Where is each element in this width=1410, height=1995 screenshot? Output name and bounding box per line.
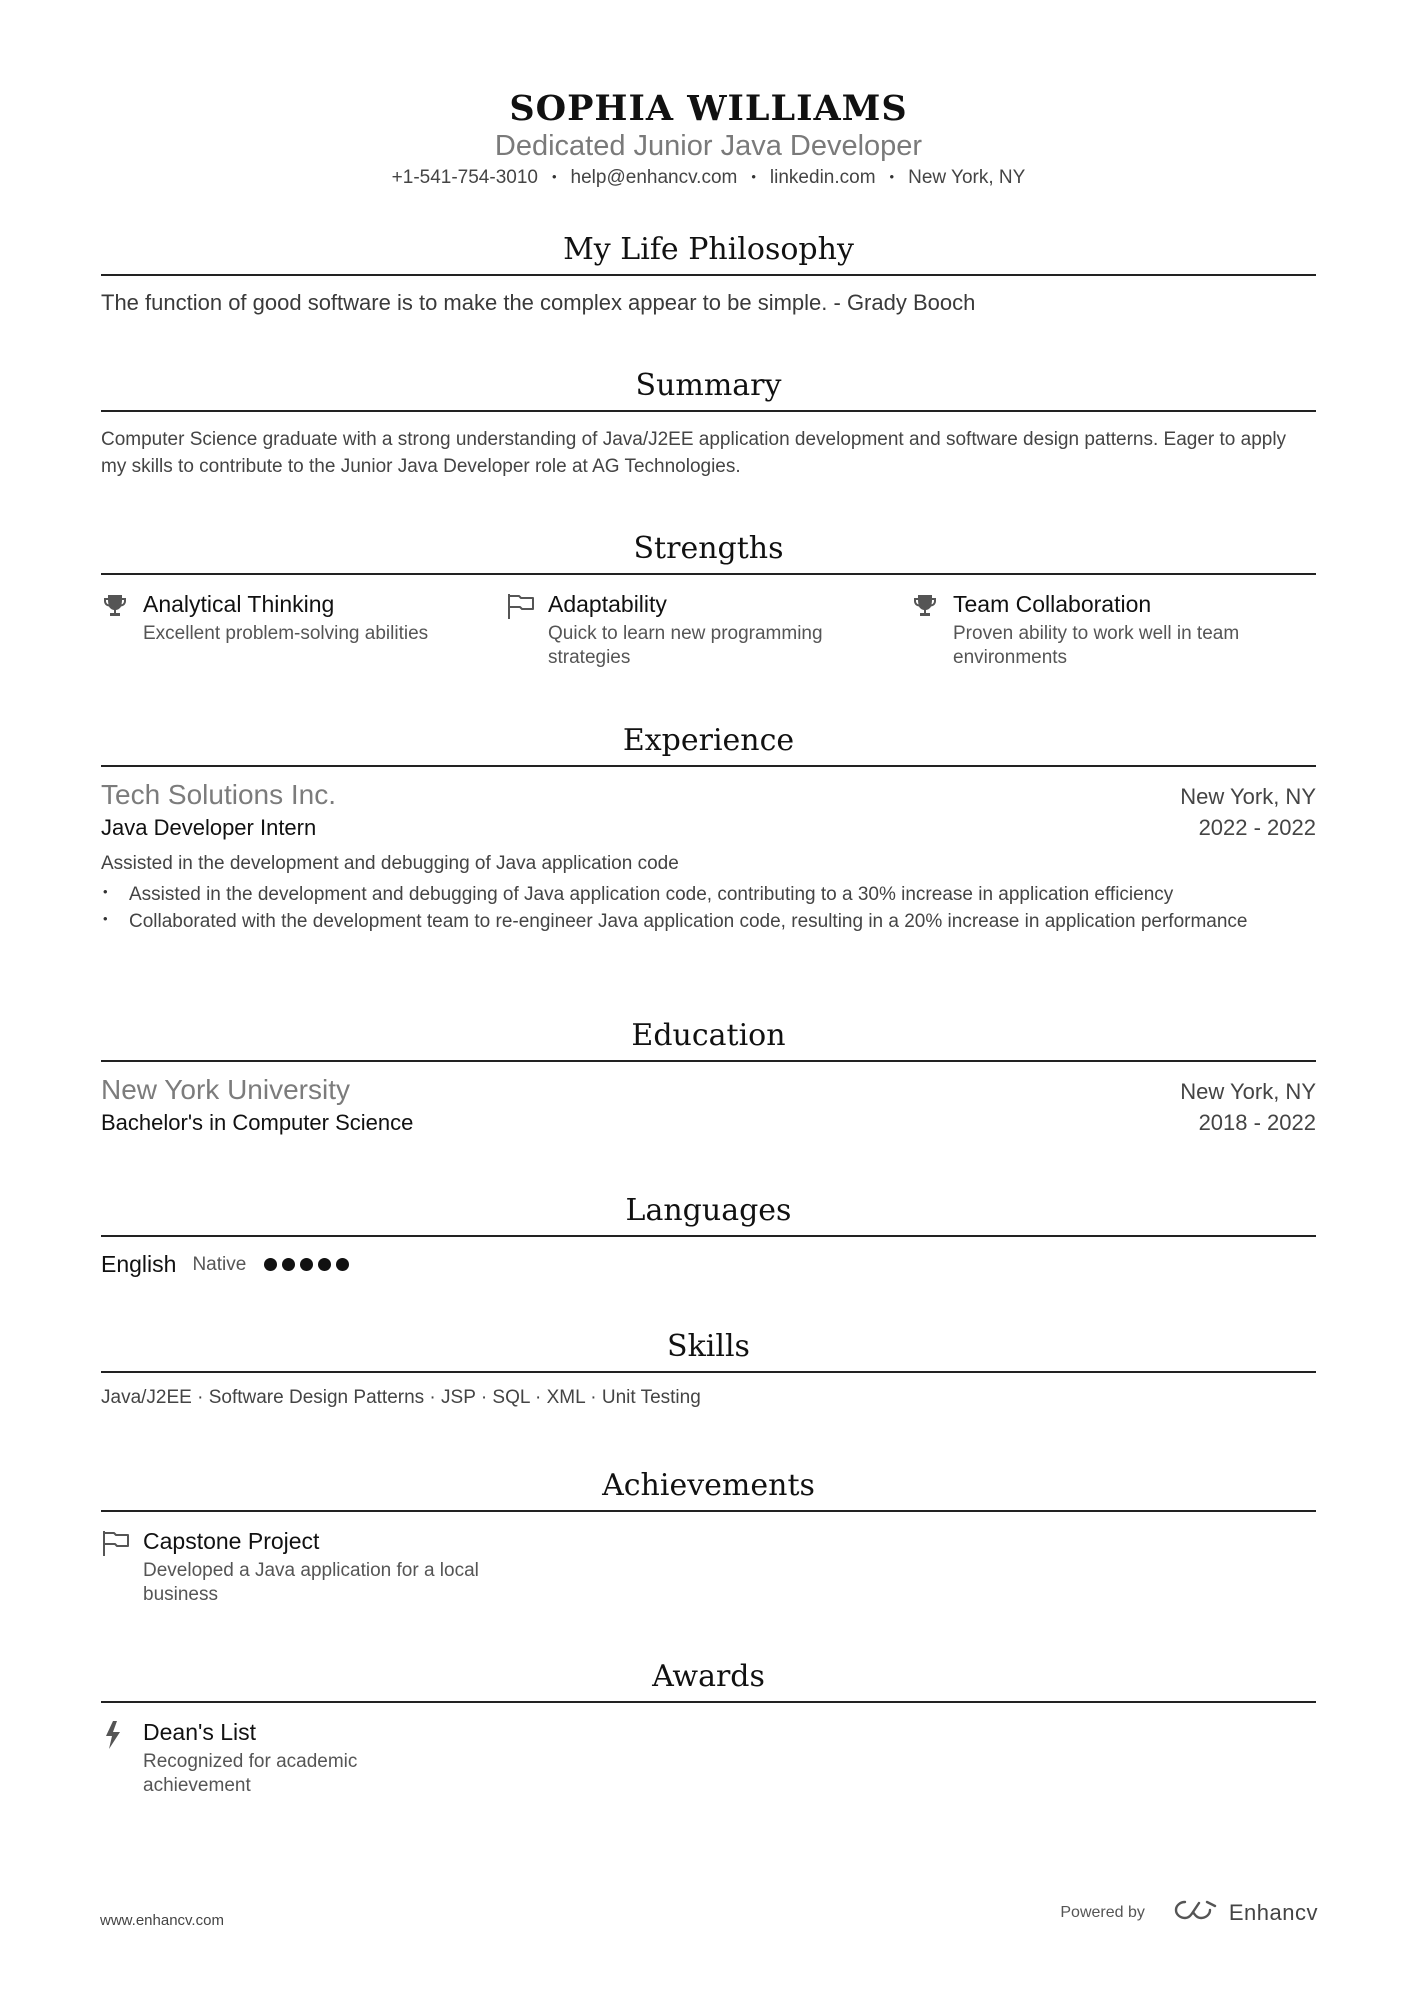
phone[interactable]: +1-541-754-3010 (391, 167, 538, 188)
lightning-icon (101, 1717, 143, 1798)
contact-separator: • (551, 169, 557, 184)
website-link[interactable]: linkedin.com (769, 167, 876, 188)
rating-dot-filled (282, 1258, 295, 1271)
section-title: Experience (622, 723, 795, 758)
education-entry (101, 1074, 1316, 1136)
section-awards (101, 1655, 1316, 1798)
candidate-name: SOPHIA WILLIAMS (509, 88, 908, 129)
rating-dot-filled (318, 1258, 331, 1271)
contact-line (101, 167, 1316, 189)
trophy-icon (101, 589, 143, 670)
section-title: Education (631, 1018, 786, 1053)
language-rating (264, 1258, 354, 1271)
section-title: Summary (635, 368, 782, 403)
strength-title: Team Collaboration (953, 591, 1152, 617)
award-description: Recognized for academic achievement (143, 1751, 358, 1796)
language-level: Native (192, 1253, 247, 1275)
section-skills (101, 1325, 1316, 1409)
school-location: New York, NY (1180, 1079, 1316, 1104)
section-divider (101, 1701, 1316, 1703)
language-name: English (101, 1251, 177, 1277)
footer-branding (1060, 1898, 1318, 1927)
brand-name: Enhancv (1228, 1899, 1318, 1925)
section-divider (101, 1060, 1316, 1062)
award-title: Dean's List (143, 1719, 257, 1745)
job-bullets (101, 881, 1316, 935)
achievement-title: Capstone Project (143, 1528, 320, 1554)
degree: Bachelor's in Computer Science (101, 1110, 414, 1135)
contact-separator: • (751, 169, 756, 184)
section-experience (101, 719, 1316, 935)
section-title: Strengths (633, 531, 784, 566)
achievement-description: Developed a Java application for a local business (143, 1560, 479, 1605)
section-title: Languages (625, 1193, 792, 1228)
rating-dot-filled (264, 1258, 277, 1271)
footer-website[interactable]: www.enhancv.com (100, 1912, 224, 1929)
section-divider (101, 1371, 1316, 1373)
contact-separator: • (889, 169, 895, 184)
section-education (101, 1014, 1316, 1136)
job-location: New York, NY (1180, 784, 1316, 809)
company-name: Tech Solutions Inc. (101, 779, 337, 810)
philosophy-quote: The function of good software is to make the complex appear to be simple. - Grady Booch (101, 290, 976, 315)
achievement-item (101, 1526, 506, 1607)
education-dates: 2018 - 2022 (1198, 1110, 1316, 1135)
strength-description: Quick to learn new programming strategies (548, 623, 823, 668)
location: New York, NY (908, 167, 1026, 188)
strengths-list (101, 589, 1316, 670)
section-divider (101, 765, 1316, 767)
section-strengths (101, 527, 1316, 670)
candidate-headline: Dedicated Junior Java Developer (494, 130, 923, 162)
strength-description: Proven ability to work well in team environments (953, 623, 1240, 668)
section-divider (101, 573, 1316, 575)
strength-description: Excellent problem-solving abilities (143, 623, 429, 644)
language-item (101, 1251, 1316, 1278)
section-divider (101, 1235, 1316, 1237)
trophy-icon (911, 589, 953, 670)
flag-icon (506, 589, 548, 670)
section-divider (101, 274, 1316, 276)
experience-entry (101, 779, 1316, 935)
skills-list: Java/J2EE · Software Design Patterns · JSP · SQL · XML · Unit Testing (101, 1387, 701, 1408)
enhancv-logo-icon (1171, 1898, 1219, 1927)
list-item: • Assisted in the development and debugging of Java application code, contributing to a 30% increase in application efficiency (101, 881, 1316, 908)
flag-icon (101, 1526, 143, 1607)
strength-item (506, 589, 894, 670)
award-item (101, 1717, 506, 1798)
section-divider (101, 410, 1316, 412)
section-summary (101, 364, 1316, 480)
job-dates: 2022 - 2022 (1198, 815, 1316, 840)
section-philosophy (101, 228, 1316, 316)
section-title: Skills (667, 1329, 750, 1364)
section-divider (101, 1510, 1316, 1512)
powered-by-label: Powered by (1060, 1903, 1145, 1921)
section-title: My Life Philosophy (563, 232, 854, 267)
strength-item (101, 589, 489, 670)
awards-list (101, 1717, 1316, 1798)
section-title: Awards (652, 1659, 765, 1694)
section-languages (101, 1189, 1316, 1278)
job-description: Assisted in the development and debugging of Java application code (101, 853, 679, 874)
strength-title: Analytical Thinking (143, 591, 335, 617)
section-title: Achievements (602, 1468, 815, 1503)
school-name: New York University (101, 1074, 350, 1105)
summary-text: Computer Science graduate with a strong understanding of Java/J2EE application development and software design patterns. Eager to apply my skills to contribute to the Junior Java Developer role at AG Technologies. (101, 429, 1287, 477)
strength-title: Adaptability (548, 591, 667, 617)
email[interactable]: help@enhancv.com (570, 167, 738, 188)
section-achievements (101, 1464, 1316, 1607)
job-title: Java Developer Intern (101, 815, 317, 840)
rating-dot-filled (336, 1258, 349, 1271)
list-item: • Collaborated with the development team to re-engineer Java application code, resulting in a 20% increase in application performance (101, 908, 1316, 935)
achievements-list (101, 1526, 1316, 1607)
rating-dot-filled (300, 1258, 313, 1271)
strength-item (911, 589, 1299, 670)
